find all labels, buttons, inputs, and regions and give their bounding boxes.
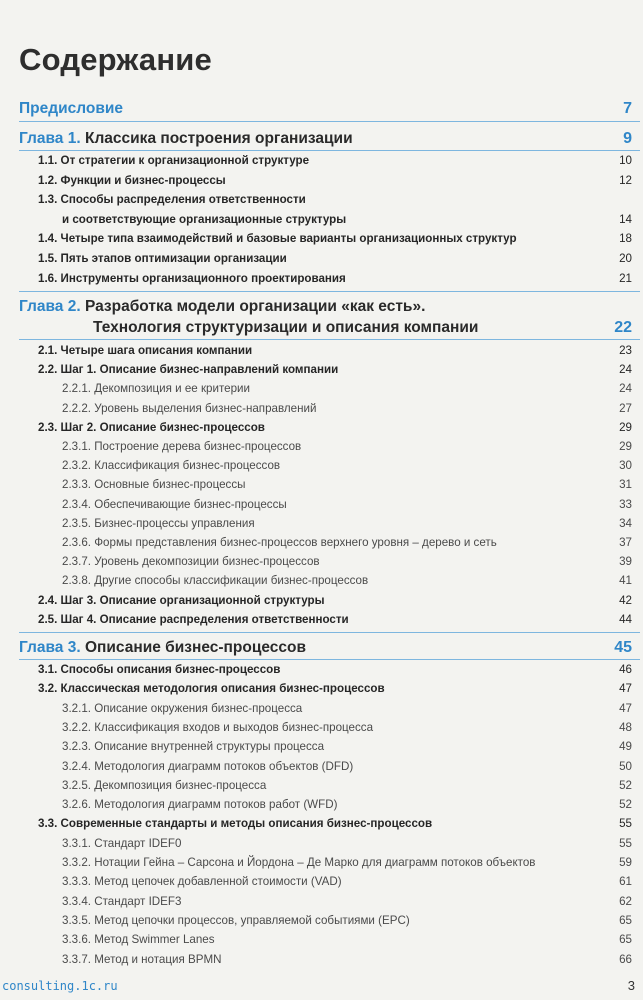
toc-entry-label: 2.4. Шаг 3. Описание организационной структуры xyxy=(38,593,325,607)
toc-entry-page: 66 xyxy=(619,952,632,966)
toc-entry-label: 2.3.8. Другие способы классификации бизнес-процессов xyxy=(62,574,369,588)
toc-entry-page: 55 xyxy=(619,817,632,831)
footer-site-link[interactable]: consulting.1c.ru xyxy=(2,979,118,993)
toc-entry-page: 33 xyxy=(619,497,632,511)
toc-entry-label: 2.3.6. Формы представления бизнес-процессов верхнего уровня – дерево и сеть xyxy=(62,536,497,549)
toc-entry-page: 23 xyxy=(619,344,632,357)
toc-entry-page: 42 xyxy=(619,593,632,607)
chapter-2-heading xyxy=(19,297,425,317)
preface-label: Предисловие xyxy=(19,100,124,117)
chapter-1-number: Глава 1. xyxy=(19,130,81,147)
toc-entry-label: 1.2. Функции и бизнес-процессы xyxy=(38,173,226,187)
toc-entry-page: 27 xyxy=(619,401,632,415)
toc-entry-page: 14 xyxy=(619,212,632,226)
toc-entry-label: 1.1. От стратегии к организационной структуре xyxy=(38,154,310,167)
chapter-3-title: Описание бизнес-процессов xyxy=(84,639,307,656)
toc-entry-page: 52 xyxy=(619,798,632,812)
toc-entry-label: 2.2.2. Уровень выделения бизнес-направлений xyxy=(62,401,317,415)
toc-entry-page: 39 xyxy=(619,555,632,569)
toc-entry-page: 29 xyxy=(619,440,632,453)
toc-entry-page: 48 xyxy=(619,720,632,734)
toc-entry-label: 3.2.3. Описание внутренней структуры процесса xyxy=(62,740,325,754)
chapter-2-number: Глава 2. xyxy=(19,298,81,315)
toc-entry-page: 34 xyxy=(619,516,632,530)
toc-entry-label: 2.1. Четыре шага описания компании xyxy=(38,344,253,357)
toc-entry-label: и соответствующие организационные структуры xyxy=(62,212,347,226)
toc-entry-label: 1.6. Инструменты организационного проектирования xyxy=(38,271,346,285)
chapter-1-title: Классика построения организации xyxy=(84,130,353,147)
toc-entry-page: 47 xyxy=(619,682,632,696)
toc-entry-label: 3.3.7. Метод и нотация BPMN xyxy=(62,952,222,966)
toc-entry-label: 2.2.1. Декомпозиция и ее критерии xyxy=(62,382,250,396)
toc-entry-label: 2.3.2. Классификация бизнес-процессов xyxy=(62,459,281,473)
chapter-1-page: 9 xyxy=(623,130,632,147)
toc-entry-page: 62 xyxy=(619,894,632,908)
toc-entry-page: 55 xyxy=(619,836,632,850)
footer-page-number: 3 xyxy=(627,978,635,993)
divider xyxy=(19,291,640,292)
toc-entry-page: 24 xyxy=(619,363,632,377)
toc-entry-label: 3.2. Классическая методология описания бизнес-процессов xyxy=(38,682,385,696)
preface-page: 7 xyxy=(623,100,632,117)
toc-entry-page: 31 xyxy=(619,478,632,492)
chapter-2-page: 22 xyxy=(614,319,632,336)
toc-entry-page: 20 xyxy=(619,252,632,265)
toc-entry-label: 3.2.2. Классификация входов и выходов бизнес-процесса xyxy=(62,720,374,734)
toc-entry-page: 50 xyxy=(619,759,632,773)
toc-entry-page: 65 xyxy=(619,933,632,947)
chapter-2-title-line-2: Технология структуризации и описания компании xyxy=(93,319,479,336)
toc-entry-label: 3.2.6. Методология диаграмм потоков работ (WFD) xyxy=(62,798,338,812)
page-title: Содержание xyxy=(19,42,212,77)
toc-entry-label: 3.3.1. Стандарт IDEF0 xyxy=(62,836,182,850)
divider xyxy=(19,121,640,122)
divider xyxy=(19,659,640,660)
toc-entry-label: 1.3. Способы распределения ответственности xyxy=(38,193,306,207)
toc-entry-page: 44 xyxy=(619,612,632,626)
divider xyxy=(19,150,640,151)
toc-entry-label: 3.3.5. Метод цепочки процессов, управляемой событиями (EPC) xyxy=(62,913,410,927)
toc-entry-page: 30 xyxy=(619,459,632,473)
toc-entry-page: 37 xyxy=(619,536,632,549)
toc-entry-label: 3.3.6. Метод Swimmer Lanes xyxy=(62,933,215,947)
divider xyxy=(19,339,640,340)
toc-entry-page: 59 xyxy=(619,856,632,869)
toc-entry-label: 2.3.1. Построение дерева бизнес-процессов xyxy=(62,440,302,453)
toc-entry-page: 21 xyxy=(619,271,632,285)
toc-entry-label: 2.3. Шаг 2. Описание бизнес-процессов xyxy=(38,420,265,434)
chapter-3-heading xyxy=(19,638,306,658)
toc-entry-label: 2.5. Шаг 4. Описание распределения ответственности xyxy=(38,612,349,626)
toc-entry-label: 1.4. Четыре типа взаимодействий и базовые варианты организационных структур xyxy=(38,232,517,246)
toc-entry-label: 2.3.3. Основные бизнес-процессы xyxy=(62,478,246,492)
chapter-3-page: 45 xyxy=(614,639,632,656)
toc-entry-label: 3.1. Способы описания бизнес-процессов xyxy=(38,663,281,676)
toc-entry-page: 65 xyxy=(619,913,632,927)
toc-entry-label: 3.2.1. Описание окружения бизнес-процесса xyxy=(62,701,303,715)
chapter-2-title-line-1: Разработка модели организации «как есть». xyxy=(84,298,426,315)
toc-entry-label: 2.3.5. Бизнес-процессы управления xyxy=(62,516,255,530)
divider xyxy=(19,632,640,633)
toc-entry-label: 3.3.4. Стандарт IDEF3 xyxy=(62,894,182,908)
toc-entry-page: 49 xyxy=(619,740,632,754)
toc-entry-page: 52 xyxy=(619,778,632,792)
toc-entry-label: 3.3. Современные стандарты и методы описания бизнес-процессов xyxy=(38,817,433,831)
toc-entry-page: 46 xyxy=(619,663,632,676)
toc-entry-label: 3.2.4. Методология диаграмм потоков объектов (DFD) xyxy=(62,759,354,773)
toc-entry-page: 24 xyxy=(619,382,632,396)
toc-entry-page: 29 xyxy=(619,420,632,434)
chapter-1-heading xyxy=(19,129,353,149)
toc-entry-label: 2.3.7. Уровень декомпозиции бизнес-процессов xyxy=(62,555,320,569)
toc-entry-label: 1.5. Пять этапов оптимизации организации xyxy=(38,252,287,265)
toc-entry-label: 3.3.3. Метод цепочек добавленной стоимости (VAD) xyxy=(62,875,342,889)
chapter-3-number: Глава 3. xyxy=(19,639,81,656)
toc-entry-page: 12 xyxy=(619,173,632,187)
toc-entry-page: 41 xyxy=(619,574,632,588)
toc-entry-page: 18 xyxy=(619,232,632,246)
toc-entry-label: 3.2.5. Декомпозиция бизнес-процесса xyxy=(62,778,267,792)
toc-entry-label: 3.3.2. Нотации Гейна – Сарсона и Йордона – Де Марко для диаграмм потоков объектов xyxy=(62,856,536,869)
toc-entry-page: 47 xyxy=(619,701,632,715)
toc-entry-page: 10 xyxy=(619,154,632,167)
toc-entry-label: 2.3.4. Обеспечивающие бизнес-процессы xyxy=(62,497,287,511)
toc-entry-label: 2.2. Шаг 1. Описание бизнес-направлений компании xyxy=(38,363,339,377)
toc-entry-page: 61 xyxy=(619,875,632,889)
